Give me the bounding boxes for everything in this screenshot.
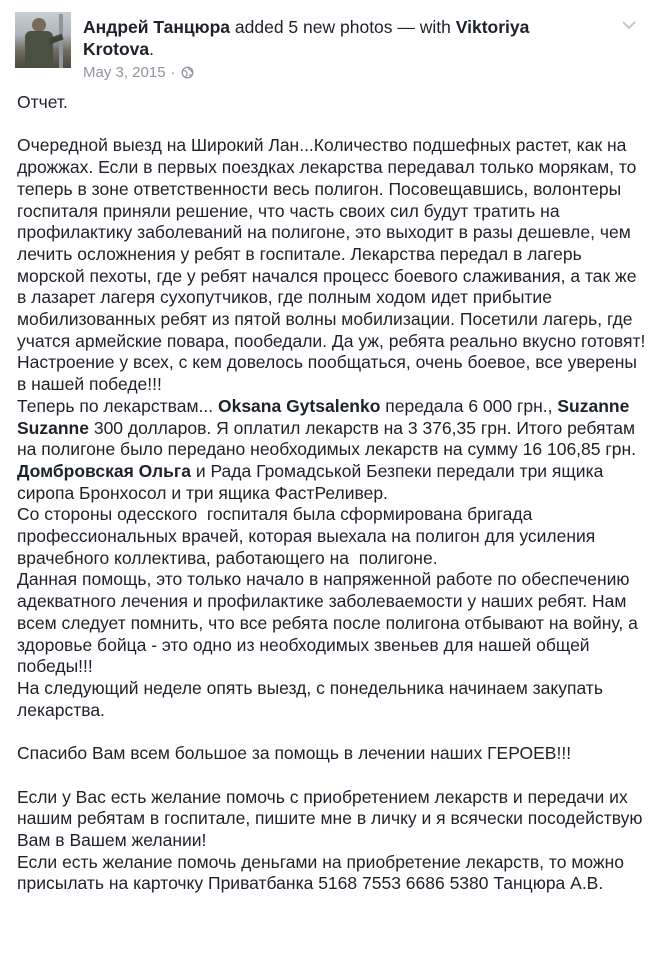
- donor2-text: 300 долларов. Я оплатил лекарств на 3 376,35 грн. Итого ребятам на полигоне было передано необходимых лекарств на сумму 16 106,85 грн.: [17, 417, 640, 460]
- blank-line: [17, 114, 647, 136]
- blank-line: [17, 765, 647, 787]
- post-body: [17, 92, 651, 895]
- globe-icon[interactable]: [181, 66, 194, 79]
- avatar-bg-shape: [59, 14, 63, 68]
- post-paragraph-donations: [17, 396, 647, 461]
- avatar-figure-body: [25, 31, 53, 68]
- donor3-text: и Рада Громадськой Безпеки передали три ящика сиропа Бронхосол и три ящика ФастРеливер.: [17, 460, 609, 503]
- post-title: [83, 16, 603, 60]
- post-paragraph-card: Если есть желание помочь деньгами на приобретение лекарств, то можно присылать на карточку Приватбанка 5168 7553 6686 5380 Танцюра А.В.: [17, 851, 629, 894]
- avatar-figure-head: [32, 18, 46, 32]
- blank-line: [17, 721, 647, 743]
- donations-intro: Теперь по лекарствам...: [17, 395, 218, 416]
- donor-link-oksana[interactable]: Oksana Gytsalenko: [217, 395, 381, 416]
- post-paragraph-brigade: Со стороны одесского госпиталя была сформирована бригада профессиональных врачей, которая выехала на полигон для усиления врачебного коллектива, работающего на полигоне.: [17, 504, 601, 568]
- post-action-text: added 5 new photos — with: [230, 17, 456, 37]
- post-paragraph-thanks: Спасибо Вам всем большое за помощь в лечении наших ГЕРОЕВ!!!: [17, 743, 572, 764]
- author-name-link[interactable]: Андрей Танцюра: [83, 17, 231, 37]
- post-paragraph-report: Очередной выезд на Широкий Лан...Количество подшефных растет, как на дрожжах. Если в первых поездках лекарства передавал только морякам, то теперь в зоне ответственности весь полигон. Посовещавшись, волонтеры госпиталя приняли решение, что часть своих сил будут тратить на профилактику заболеваний на полигоне, это выходит в разы дешевле, чем лечить осложнения у ребят в госпитале. Лекарства передал в лагерь морской пехоты, где у ребят начался процесс боевого слаживания, а так же в лазарет лагеря сухопутчиков, где полным ходом идет прибытие мобилизованных ребят из пятой волны мобилизации. Посетили лагерь, где учатся армейские повара, пообедали. Да уж, ребята реально вкусно готовят! Настроение у всех, с кем довелось пообщаться, очень боевое, все уверены в нашей победе!!!: [17, 135, 651, 395]
- post-paragraph-next: На следующий неделе опять выезд, с понедельника начинаем закупать лекарства.: [17, 677, 608, 720]
- chevron-down-icon[interactable]: [620, 16, 638, 34]
- meta-separator: ·: [170, 64, 176, 81]
- post-paragraph-syrup: [17, 461, 647, 504]
- post-paragraph-title: Отчет.: [17, 92, 68, 112]
- post-header: [15, 12, 640, 82]
- tagged-user-link[interactable]: Viktoriya Krotova: [83, 17, 530, 59]
- post-date-link[interactable]: May 3, 2015: [83, 64, 166, 81]
- donor-link-dombrovskaya[interactable]: Домбровская Ольга: [17, 460, 191, 481]
- post-paragraph-contact: Если у Вас есть желание помочь с приобретением лекарств и передачи их нашим ребятам в госпитале, пишите мне в личку и я всячески посодействую Вам в Вашем желании!: [17, 786, 648, 850]
- title-end: .: [149, 39, 154, 59]
- post-meta: [83, 64, 194, 81]
- donor-link-suzanne[interactable]: Suzanne Suzanne: [17, 395, 635, 438]
- post-paragraph-help: Данная помощь, это только начало в напряженной работе по обеспечению адекватного лечения и профилактике заболеваемости у наших ребят. Нам всем следует помнить, что все ребята после полигона отбывают на войну, а здоровье бойца - это одно из необходимых звеньев для нашей общей победы!!!: [17, 569, 643, 677]
- avatar[interactable]: [15, 12, 71, 68]
- donor1-text: передала 6 000 грн.,: [380, 395, 558, 416]
